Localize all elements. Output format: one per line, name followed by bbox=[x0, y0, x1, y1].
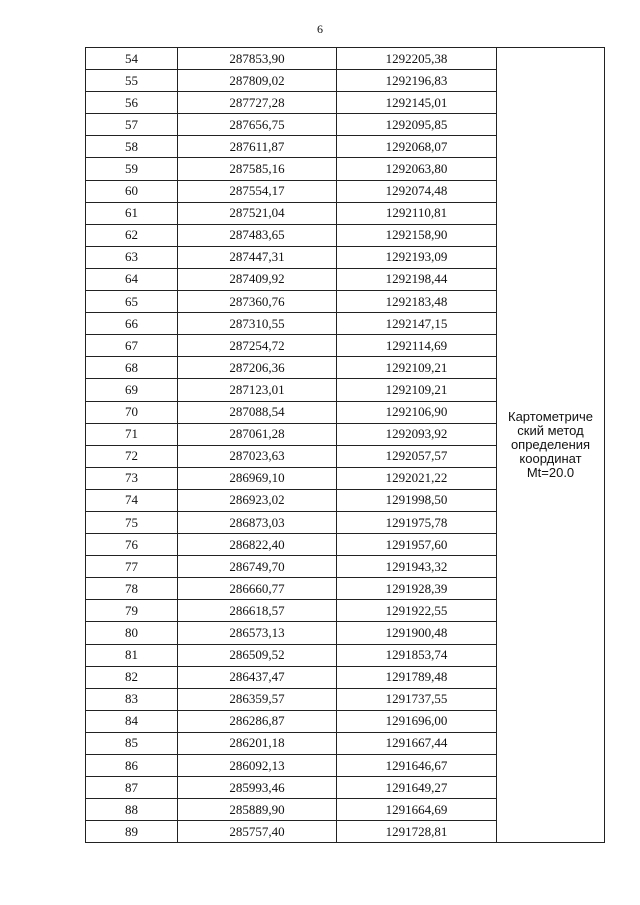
point-number-cell: 83 bbox=[86, 688, 178, 710]
point-number-cell: 66 bbox=[86, 313, 178, 335]
x-coordinate-cell: 285889,90 bbox=[178, 799, 337, 821]
y-coordinate-cell: 1291664,69 bbox=[337, 799, 497, 821]
point-number-cell: 86 bbox=[86, 755, 178, 777]
method-text-line: определения bbox=[510, 437, 591, 453]
y-coordinate-cell: 1292063,80 bbox=[337, 158, 497, 180]
y-coordinate-cell: 1292109,21 bbox=[337, 379, 497, 401]
x-coordinate-cell: 287023,63 bbox=[178, 445, 337, 467]
y-coordinate-cell: 1292196,83 bbox=[337, 70, 497, 92]
y-coordinate-cell: 1292109,21 bbox=[337, 357, 497, 379]
coordinates-table-body bbox=[86, 48, 605, 843]
y-coordinate-cell: 1291737,55 bbox=[337, 688, 497, 710]
x-coordinate-cell: 286618,57 bbox=[178, 600, 337, 622]
y-coordinate-cell: 1291975,78 bbox=[337, 511, 497, 533]
point-number-cell: 62 bbox=[86, 224, 178, 246]
y-coordinate-cell: 1292114,69 bbox=[337, 335, 497, 357]
page-number: 6 bbox=[317, 22, 323, 36]
coordinates-table bbox=[85, 47, 605, 843]
point-number-cell: 61 bbox=[86, 202, 178, 224]
y-coordinate-cell: 1291957,60 bbox=[337, 534, 497, 556]
y-coordinate-cell: 1291789,48 bbox=[337, 666, 497, 688]
x-coordinate-cell: 287360,76 bbox=[178, 291, 337, 313]
x-coordinate-cell: 287123,01 bbox=[178, 379, 337, 401]
y-coordinate-cell: 1291928,39 bbox=[337, 578, 497, 600]
y-coordinate-cell: 1292068,07 bbox=[337, 136, 497, 158]
x-coordinate-cell: 286359,57 bbox=[178, 688, 337, 710]
x-coordinate-cell: 287554,17 bbox=[178, 180, 337, 202]
point-number-cell: 60 bbox=[86, 180, 178, 202]
point-number-cell: 56 bbox=[86, 92, 178, 114]
point-number-cell: 70 bbox=[86, 401, 178, 423]
method-text-line: координат bbox=[519, 451, 582, 467]
x-coordinate-cell: 286201,18 bbox=[178, 732, 337, 754]
method-text-line: Mt=20.0 bbox=[526, 465, 575, 481]
x-coordinate-cell: 287727,28 bbox=[178, 92, 337, 114]
point-number-cell: 87 bbox=[86, 777, 178, 799]
x-coordinate-cell: 287521,04 bbox=[178, 202, 337, 224]
point-number-cell: 76 bbox=[86, 534, 178, 556]
x-coordinate-cell: 287409,92 bbox=[178, 268, 337, 290]
x-coordinate-cell: 287206,36 bbox=[178, 357, 337, 379]
x-coordinate-cell: 286873,03 bbox=[178, 511, 337, 533]
y-coordinate-cell: 1292095,85 bbox=[337, 114, 497, 136]
point-number-cell: 78 bbox=[86, 578, 178, 600]
point-number-cell: 64 bbox=[86, 268, 178, 290]
point-number-cell: 54 bbox=[86, 48, 178, 70]
y-coordinate-cell: 1291998,50 bbox=[337, 489, 497, 511]
x-coordinate-cell: 286749,70 bbox=[178, 556, 337, 578]
x-coordinate-cell: 287254,72 bbox=[178, 335, 337, 357]
x-coordinate-cell: 287310,55 bbox=[178, 313, 337, 335]
x-coordinate-cell: 287061,28 bbox=[178, 423, 337, 445]
point-number-cell: 69 bbox=[86, 379, 178, 401]
y-coordinate-cell: 1291853,74 bbox=[337, 644, 497, 666]
x-coordinate-cell: 287809,02 bbox=[178, 70, 337, 92]
y-coordinate-cell: 1292106,90 bbox=[337, 401, 497, 423]
point-number-cell: 67 bbox=[86, 335, 178, 357]
y-coordinate-cell: 1292205,38 bbox=[337, 48, 497, 70]
y-coordinate-cell: 1292057,57 bbox=[337, 445, 497, 467]
point-number-cell: 74 bbox=[86, 489, 178, 511]
y-coordinate-cell: 1292193,09 bbox=[337, 246, 497, 268]
y-coordinate-cell: 1292093,92 bbox=[337, 423, 497, 445]
point-number-cell: 88 bbox=[86, 799, 178, 821]
y-coordinate-cell: 1292158,90 bbox=[337, 224, 497, 246]
y-coordinate-cell: 1292145,01 bbox=[337, 92, 497, 114]
x-coordinate-cell: 287483,65 bbox=[178, 224, 337, 246]
y-coordinate-cell: 1291696,00 bbox=[337, 710, 497, 732]
point-number-cell: 65 bbox=[86, 291, 178, 313]
method-text-line: Картометриче bbox=[508, 409, 593, 425]
point-number-cell: 58 bbox=[86, 136, 178, 158]
y-coordinate-cell: 1292198,44 bbox=[337, 268, 497, 290]
y-coordinate-cell: 1292110,81 bbox=[337, 202, 497, 224]
point-number-cell: 72 bbox=[86, 445, 178, 467]
x-coordinate-cell: 286923,02 bbox=[178, 489, 337, 511]
x-coordinate-cell: 287611,87 bbox=[178, 136, 337, 158]
point-number-cell: 71 bbox=[86, 423, 178, 445]
x-coordinate-cell: 286969,10 bbox=[178, 467, 337, 489]
x-coordinate-cell: 286092,13 bbox=[178, 755, 337, 777]
x-coordinate-cell: 287088,54 bbox=[178, 401, 337, 423]
y-coordinate-cell: 1292147,15 bbox=[337, 313, 497, 335]
method-text-line: ский метод bbox=[517, 423, 584, 439]
point-number-cell: 80 bbox=[86, 622, 178, 644]
point-number-cell: 57 bbox=[86, 114, 178, 136]
point-number-cell: 84 bbox=[86, 710, 178, 732]
point-number-cell: 55 bbox=[86, 70, 178, 92]
point-number-cell: 59 bbox=[86, 158, 178, 180]
point-number-cell: 82 bbox=[86, 666, 178, 688]
y-coordinate-cell: 1291646,67 bbox=[337, 755, 497, 777]
point-number-cell: 81 bbox=[86, 644, 178, 666]
y-coordinate-cell: 1292021,22 bbox=[337, 467, 497, 489]
x-coordinate-cell: 286437,47 bbox=[178, 666, 337, 688]
point-number-cell: 73 bbox=[86, 467, 178, 489]
x-coordinate-cell: 286509,52 bbox=[178, 644, 337, 666]
method-cell bbox=[497, 48, 605, 843]
x-coordinate-cell: 286660,77 bbox=[178, 578, 337, 600]
x-coordinate-cell: 287447,31 bbox=[178, 246, 337, 268]
point-number-cell: 68 bbox=[86, 357, 178, 379]
x-coordinate-cell: 285757,40 bbox=[178, 821, 337, 843]
point-number-cell: 89 bbox=[86, 821, 178, 843]
point-number-cell: 75 bbox=[86, 511, 178, 533]
x-coordinate-cell: 287853,90 bbox=[178, 48, 337, 70]
x-coordinate-cell: 287656,75 bbox=[178, 114, 337, 136]
x-coordinate-cell: 286573,13 bbox=[178, 622, 337, 644]
table-row bbox=[86, 48, 605, 70]
x-coordinate-cell: 285993,46 bbox=[178, 777, 337, 799]
x-coordinate-cell: 286286,87 bbox=[178, 710, 337, 732]
point-number-cell: 85 bbox=[86, 732, 178, 754]
y-coordinate-cell: 1291649,27 bbox=[337, 777, 497, 799]
x-coordinate-cell: 286822,40 bbox=[178, 534, 337, 556]
point-number-cell: 79 bbox=[86, 600, 178, 622]
y-coordinate-cell: 1291922,55 bbox=[337, 600, 497, 622]
y-coordinate-cell: 1291667,44 bbox=[337, 732, 497, 754]
point-number-cell: 63 bbox=[86, 246, 178, 268]
y-coordinate-cell: 1292183,48 bbox=[337, 291, 497, 313]
y-coordinate-cell: 1291728,81 bbox=[337, 821, 497, 843]
x-coordinate-cell: 287585,16 bbox=[178, 158, 337, 180]
y-coordinate-cell: 1291900,48 bbox=[337, 622, 497, 644]
point-number-cell: 77 bbox=[86, 556, 178, 578]
y-coordinate-cell: 1291943,32 bbox=[337, 556, 497, 578]
y-coordinate-cell: 1292074,48 bbox=[337, 180, 497, 202]
